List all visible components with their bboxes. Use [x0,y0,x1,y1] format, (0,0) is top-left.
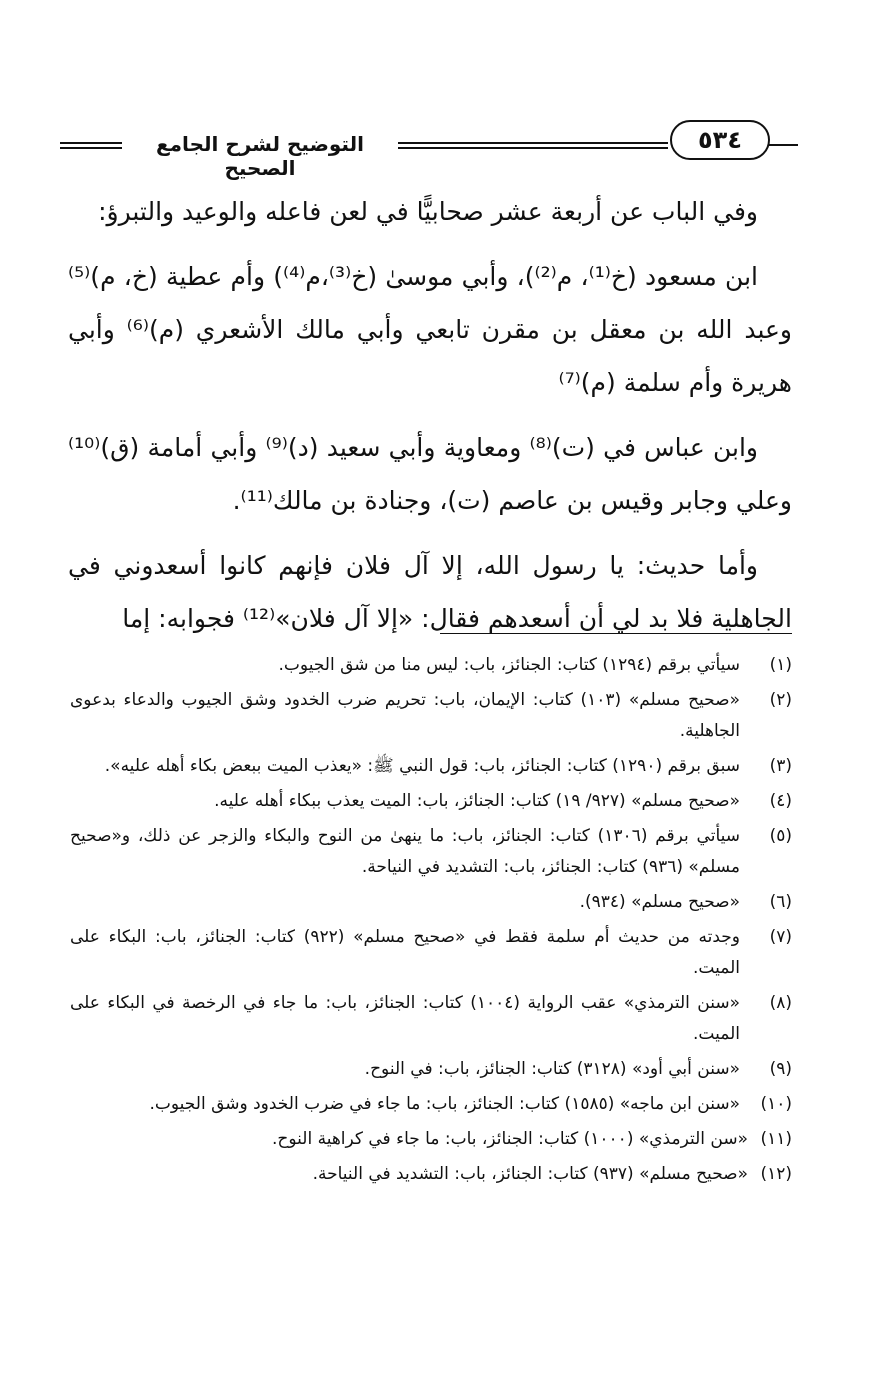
footnote-text: سيأتي برقم (١٣٠٦) كتاب: الجنائز، باب: ما ينهىٰ من النوح والبكاء والزجر عن ذلك، و«صحيح مسلم» (٩٣٦) كتاب: الجنائز، باب: التشديد في النياحة. [70,826,740,877]
footnote-text: «سنن الترمذي» عقب الرواية (١٠٠٤) كتاب: الجنائز، باب: ما جاء في الرخصة في البكاء على الميت. [70,993,740,1044]
header-rule-right [766,144,798,146]
footnote-text: «صحيح مسلم» (٩٣٤). [579,892,740,912]
footnote-number: (٢) [769,690,792,710]
header-rule-left [60,142,122,149]
page-number-badge [670,120,770,160]
footnote-number: (٤) [769,791,792,811]
footnote-item [70,1089,792,1120]
footnote-item [70,1159,792,1190]
body-paragraph: وأما حديث: يا رسول الله، إلا آل فلان فإنهم كانوا أسعدوني في الجاهلية فلا بد لي أن أسعدهم فقال: «إلا آل فلان»⁽¹²⁾ فجوابه: إما [68,551,792,633]
page-number: ٥٣٤ [698,126,742,154]
footnotes [70,650,792,1194]
footnote-text: «سن الترمذي» (١٠٠٠) كتاب: الجنائز، باب: ما جاء في كراهية النوح. [271,1129,748,1149]
running-title: التوضيح لشرح الجامع الصحيح [156,132,364,180]
footnote-item [70,650,792,681]
footnote-separator [440,633,792,634]
footnote-text: «سنن ابن ماجه» (١٥٨٥) كتاب: الجنائز، باب: ما جاء في ضرب الخدود وشق الجيوب. [149,1094,740,1114]
footnote-text: «صحيح مسلم» (٩٣٧) كتاب: الجنائز، باب: التشديد في النياحة. [312,1164,748,1184]
footnote-text: «صحيح مسلم» (٩٢٧/ ١٩) كتاب: الجنائز، باب: الميت يعذب ببكاء أهله عليه. [214,791,740,811]
footnote-item [70,685,792,747]
footnote-item [70,786,792,817]
footnote-number: (١١) [760,1129,792,1149]
footnote-number: (١٠) [760,1094,792,1114]
footnote-item [70,751,792,782]
footnote-item [70,922,792,984]
footnote-number: (١) [769,655,792,675]
footnote-item [70,821,792,883]
footnote-text: «صحيح مسلم» (١٠٣) كتاب: الإيمان، باب: تحريم ضرب الخدود وشق الجيوب والدعاء بدعوى الجاهلية. [70,690,740,741]
footnote-number: (١٢) [760,1164,792,1184]
footnote-text: وجدته من حديث أم سلمة فقط في «صحيح مسلم» (٩٢٢) كتاب: الجنائز، باب: البكاء على الميت. [70,927,741,978]
main-text [68,185,792,657]
footnote-number: (٧) [769,927,792,947]
footnote-item [70,887,792,918]
footnote-item [70,1124,792,1155]
footnote-text: سبق برقم (١٢٩٠) كتاب: الجنائز، باب: قول النبي ﷺ: «يعذب الميت ببعض بكاء أهله عليه». [104,756,740,776]
footnote-number: (٥) [769,826,792,846]
footnote-number: (٣) [769,756,792,776]
running-header [60,112,798,180]
footnote-item [70,1054,792,1085]
footnote-text: «سنن أبي أود» (٣١٢٨) كتاب: الجنائز، باب: في النوح. [364,1059,740,1079]
body-paragraph: وابن عباس في (ت)⁽⁸⁾ ومعاوية وأبي سعيد (د)⁽⁹⁾ وأبي أمامة (ق)⁽¹⁰⁾ وعلي وجابر وقيس بن عاصم (ت)، وجنادة بن مالك⁽¹¹⁾. [68,433,792,515]
footnote-number: (٨) [769,993,792,1013]
footnote-item [70,988,792,1050]
header-rule-middle [398,142,668,149]
body-paragraph: وفي الباب عن أربعة عشر صحابيًّا في لعن فاعله والوعيد والتبرؤ: [98,197,758,226]
footnote-text: سيأتي برقم (١٢٩٤) كتاب: الجنائز، باب: ليس منا من شق الجيوب. [278,655,740,675]
footnote-number: (٩) [769,1059,792,1079]
footnote-number: (٦) [769,892,792,912]
body-paragraph: ابن مسعود (خ⁽¹⁾، م⁽²⁾)، وأبي موسىٰ (خ⁽³⁾،م⁽⁴⁾) وأم عطية (خ، م)⁽⁵⁾ وعبد الله بن معقل بن مقرن تابعي وأبي مالك الأشعري (م)⁽⁶⁾ وأبي هريرة وأم سلمة (م)⁽⁷⁾ [68,262,792,397]
